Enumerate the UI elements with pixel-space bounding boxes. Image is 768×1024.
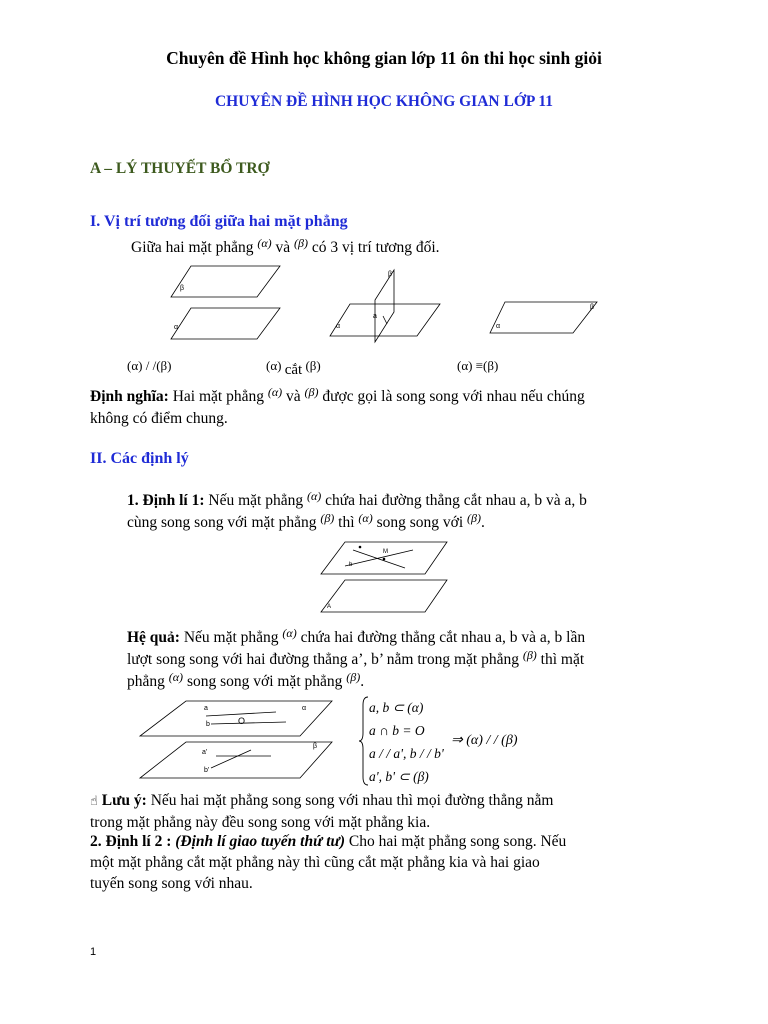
svg-text:A: A <box>327 604 332 610</box>
document-title: CHUYÊN ĐỀ HÌNH HỌC KHÔNG GIAN LỚP 11 <box>214 93 554 110</box>
svg-text:b: b <box>349 562 353 568</box>
svg-text:β: β <box>313 743 318 750</box>
svg-text:O: O <box>238 716 246 726</box>
line-b-upper <box>211 722 286 724</box>
section-a-heading: A – LÝ THUYẾT BỔ TRỢ <box>90 160 270 177</box>
note-paragraph: ☝ Lưu ý: Nếu hai mặt phẳng song song với nhau thì mọi đường thẳng nằm trong mặt phẳng này đều song song với mặt phẳng kia. <box>90 792 554 831</box>
hand-pointing-icon: ☝ <box>90 794 98 809</box>
intersection-line <box>383 316 387 324</box>
plane-beta-bottom <box>321 580 447 612</box>
line-b <box>345 550 413 566</box>
svg-text:β: β <box>590 304 595 311</box>
caption-parallel: (α) / /(β) <box>127 358 172 373</box>
condition-system: a, b ⊂ (α) a ∩ b = O a / / a', b / / b' a', b' ⊂ (β) <box>369 700 444 784</box>
plane-beta-1 <box>171 266 280 297</box>
section-1-heading: I. Vị trí tương đối giữa hai mặt phẳng <box>90 213 348 230</box>
svg-text:a: a <box>204 705 208 712</box>
svg-text:α: α <box>336 323 341 330</box>
svg-text:a': a' <box>202 749 208 756</box>
plane-beta-lower <box>140 742 332 778</box>
page-number: 1 <box>90 946 97 958</box>
relative-positions-figure <box>165 262 605 344</box>
corollary-figure <box>136 698 336 782</box>
corollary-paragraph: Hệ quả: Nếu mặt phẳng $^{(\alpha)}$ chứa hai đường thẳng cắt nhau a, b và a, b lần lượt song song với hai đường thẳng a’, b’ nằm trong mặt phẳng $^{(\beta)}$ thì mặt phẳng $^{(\alpha)}$ song song với mặt phẳng $^{(\beta)}$. <box>127 626 586 690</box>
line-a <box>353 550 405 568</box>
plane-beta-2 <box>375 270 394 342</box>
section-1-intro: Giữa hai mặt phẳng $^{(\alpha)}$ và $^{(\beta)}$ có 3 vị trí tương đối. <box>131 236 440 256</box>
definition-paragraph: Định nghĩa: Hai mặt phẳng $^{(\alpha)}$ và $^{(\beta)}$ được gọi là song song với nhau nếu chúng không có điểm chung. <box>90 385 585 427</box>
svg-text:b: b <box>206 721 210 728</box>
theorem-1-paragraph: 1. Định lí 1: Nếu mặt phẳng $^{(\alpha)}$ chứa hai đường thẳng cắt nhau a, b và a, b cùng song song với mặt phẳng $^{(\beta)}$ thì $^{(\alpha)}$ song song với $^{(\beta)}$. <box>127 489 587 531</box>
theorem-1-figure <box>315 538 455 618</box>
plane-coincident <box>490 302 597 333</box>
svg-text:α: α <box>496 323 501 330</box>
caption-coincident: (α) ≡(β) <box>457 358 499 373</box>
section-2-heading: II. Các định lý <box>90 450 189 467</box>
svg-text:β: β <box>388 271 393 278</box>
svg-text:α: α <box>174 324 179 331</box>
caption-intersect: (α) cắt (β) <box>266 358 321 378</box>
svg-text:M: M <box>383 549 388 555</box>
theorem-2-paragraph: 2. Định lí 2 : (Định lí giao tuyến thứ tư) Cho hai mặt phẳng song song. Nếu một mặt phẳng cắt mặt phẳng này thì cũng cắt mặt phẳng kia và hai giao tuyến song song với nhau. <box>90 833 567 892</box>
conclusion-formula: ⇒ (α) / / (β) <box>451 733 518 748</box>
svg-text:a: a <box>373 313 377 320</box>
document-header: Chuyên đề Hình học không gian lớp 11 ôn thi học sinh giỏi <box>166 48 602 68</box>
svg-text:β: β <box>180 285 185 292</box>
plane-alpha-1 <box>171 308 280 339</box>
svg-text:b': b' <box>204 767 210 774</box>
line-b-prime <box>211 750 251 768</box>
svg-text:α: α <box>302 705 307 712</box>
